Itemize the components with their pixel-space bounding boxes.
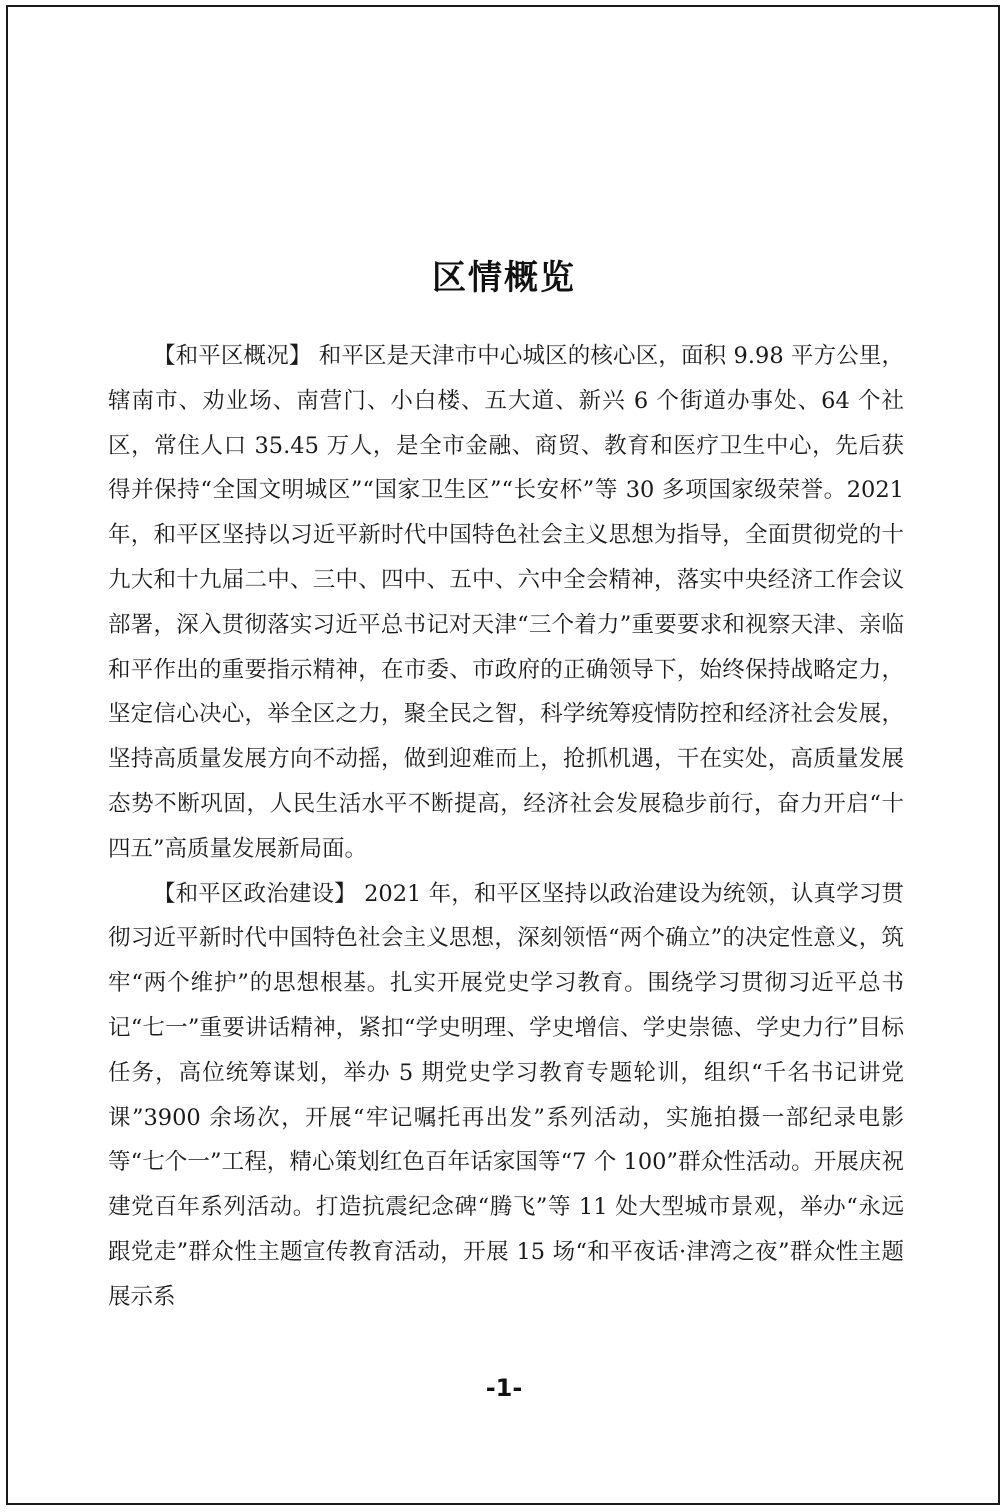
paragraph-text-political-construction: 2021 年，和平区坚持以政治建设为统领，认真学习贯彻习近平新时代中国特色社会主义思想，深刻领悟“两个确立”的决定性意义，筑牢“两个维护”的思想根基。扎实开展党史学习教育。围绕学习贯彻习近平总书记“七一”重要讲话精神，紧扣“学史明理、学史增信、学史崇德、学史力行”目标任务，高位统筹谋划，举办 5 期党史学习教育专题轮训，组织“千名书记讲党课”3900 余场次，开展“牢记嘱托再出发”系列活动，实施拍摄一部纪录电影等“七个一”工程，精心策划红色百年话家国等“7 个 100”群众性活动。开展庆祝建党百年系列活动。打造抗震纪念碑“腾飞”等 11 处大型城市景观，举办“永远跟党走”群众性主题宣传教育活动，开展 15 场“和平夜话·津湾之夜”群众性主题展示系 xyxy=(108,880,904,1310)
paragraph-text-overview: 和平区是天津市中心城区的核心区，面积 9.98 平方公里，辖南市、劝业场、南营门、小白楼、五大道、新兴 6 个街道办事处、64 个社区，常住人口 35.45 万人，是全市金融、商贸、教育和医疗卫生中心，先后获得并保持“全国文明城区”“国家卫生区”“长安杯”等 30 多项国家级荣誉。2021 年，和平区坚持以习近平新时代中国特色社会主义思想为指导，全面贯彻党的十九大和十九届二中、三中、四中、五中、六中全会精神，落实中央经济工作会议部署，深入贯彻落实习近平总书记对天津“三个着力”重要要求和视察天津、亲临和平作出的重要指示精神，在市委、市政府的正确领导下，始终保持战略定力，坚定信心决心，举全区之力，聚全民之智，科学统筹疫情防控和经济社会发展，坚持高质量发展方向不动摇，做到迎难而上，抢抓机遇，干在实处，高质量发展态势不断巩固，人民生活水平不断提高，经济社会发展稳步前行，奋力开启“十四五”高质量发展新局面。 xyxy=(108,343,904,862)
section-heading-overview: 【和平区概况】 xyxy=(153,343,312,369)
paragraph-political-construction xyxy=(108,872,904,1320)
section-heading-political-construction: 【和平区政治建设】 xyxy=(153,880,357,907)
paragraph-overview xyxy=(108,334,904,872)
page-title: 区情概览 xyxy=(432,258,576,298)
page-number: -1- xyxy=(485,1374,523,1402)
body-text xyxy=(108,334,904,1320)
